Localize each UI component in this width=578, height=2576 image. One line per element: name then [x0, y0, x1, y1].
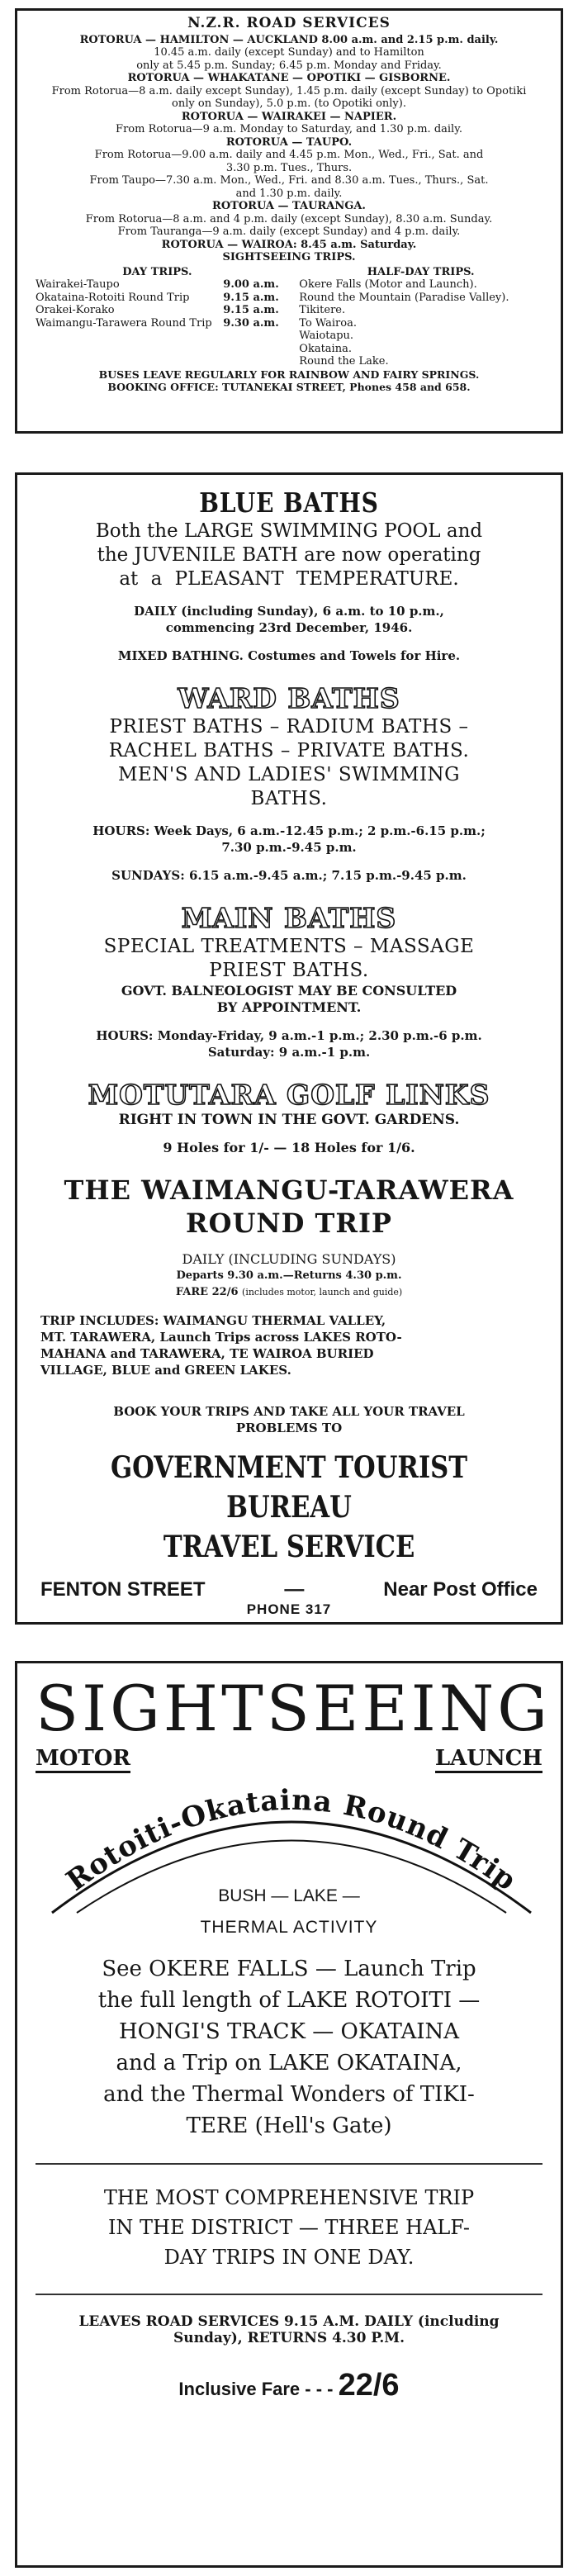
route-line: From Tauranga—9 a.m. daily (except Sunday) and 4 p.m. daily. [117, 225, 461, 238]
blue-baths-line: the JUVENILE BATH are now operating [97, 544, 481, 566]
spacer [40, 811, 538, 823]
waimangu-daily: DAILY (INCLUDING SUNDAYS) [182, 1251, 396, 1267]
route-line: only on Sunday), 5.0 p.m. (to Opotiki only). [172, 97, 406, 110]
list-item: To Wairoa. [299, 316, 357, 330]
comprehensive-line: THE MOST COMPREHENSIVE TRIP [103, 2186, 475, 2209]
trip-name: Wairakei-Taupo [36, 278, 120, 291]
route-line: 10.45 a.m. daily (except Sunday) and to Hamilton [154, 46, 424, 59]
divider [36, 2163, 542, 2165]
main-baths-line: GOVT. BALNEOLOGIST MAY BE CONSULTED [121, 983, 457, 999]
route-line: From Taupo—7.30 a.m. Mon., Wed., Fri. and 8.30 a.m. Tues., Thurs., Sat. [89, 174, 489, 187]
route-line: and 1.30 p.m. daily. [235, 187, 343, 200]
spacer [40, 1016, 538, 1027]
spacer [40, 591, 538, 603]
tagline: THERMAL ACTIVITY [200, 1918, 378, 1937]
ward-baths-title: WARD BATHS [178, 682, 400, 714]
tagline: BUSH — LAKE — [218, 1886, 360, 1905]
route-line: From Rotorua—9 a.m. Monday to Saturday, and 1.30 p.m. daily. [116, 123, 462, 135]
waimangu-fare-label: FARE 22/6 [175, 1286, 239, 1298]
leaves-line: Sunday), RETURNS 4.30 P.M. [173, 2330, 405, 2346]
spacer [40, 1128, 538, 1140]
waimangu-title: ROUND TRIP [186, 1207, 392, 1239]
golf-prices: 9 Holes for 1/- — 18 Holes for 1/6. [163, 1140, 415, 1155]
street-name: FENTON STREET [40, 1578, 206, 1601]
waimangu-trip-includes [40, 1312, 538, 1378]
bureau-name [40, 1448, 538, 1527]
main-baths-hours: HOURS: Monday-Friday, 9 a.m.-1 p.m.; 2.30 p.m.-6 p.m. [96, 1028, 482, 1043]
trip-time: 9.15 a.m. [223, 291, 279, 304]
nzr-road-services-ad [15, 8, 563, 434]
near-post-office: Near Post Office [383, 1578, 538, 1601]
spacer [40, 664, 538, 682]
route-line: ROTORUA — TAURANGA. [212, 200, 366, 212]
comprehensive-line: DAY TRIPS IN ONE DAY. [163, 2246, 415, 2269]
list-item [36, 292, 279, 305]
spacer [40, 1155, 538, 1174]
body-line: HONGI'S TRACK — OKATAINA [118, 2019, 460, 2044]
route-line: ROTORUA — WAIROA: 8.45 a.m. Saturday. [161, 238, 417, 251]
blue-baths-hours: commencing 23rd December, 1946. [165, 620, 413, 635]
main-baths-hours: Saturday: 9 a.m.-1 p.m. [207, 1045, 371, 1060]
phone-number: PHONE 317 [246, 1601, 332, 1617]
trip-time: 9.30 a.m. [223, 316, 279, 330]
fare-value: 22/6 [338, 2368, 400, 2403]
ward-baths-hours: HOURS: Week Days, 6 a.m.-12.45 p.m.; 2 p.m.-6.15 p.m.; [92, 823, 486, 838]
half-day-trips-column [299, 266, 542, 368]
trip-line: VILLAGE, BLUE and GREEN LAKES. [40, 1363, 291, 1378]
main-baths-line: BY APPOINTMENT. [216, 999, 362, 1015]
route-line: ROTORUA — WAIRAKEI — NAPIER. [181, 110, 397, 123]
travel-service [40, 1527, 538, 1567]
blue-baths-hours: DAILY (including Sunday), 6 a.m. to 10 p.m., [134, 604, 444, 619]
travel-service-text: TRAVEL SERVICE [163, 1530, 415, 1564]
spacer [40, 1436, 538, 1448]
trip-name: Orakei-Korako [36, 304, 115, 316]
route-line: ROTORUA — WHAKATANE — OPOTIKI — GISBORNE. [127, 72, 451, 84]
route-opotiki-napier [36, 72, 542, 136]
ward-baths-line: RACHEL BATHS – PRIVATE BATHS. [108, 740, 470, 761]
waimangu-fare [40, 1284, 538, 1301]
route-line: From Rotorua—9.00 a.m. daily and 4.45 p.m. Mon., Wed., Fri., Sat. and [94, 149, 484, 161]
sightseeing-heading: SIGHTSEEING TRIPS. [222, 251, 356, 263]
route-taupo [36, 136, 542, 201]
trip-line: TRIP INCLUDES: WAIMANGU THERMAL VALLEY, [40, 1313, 386, 1328]
book-line: BOOK YOUR TRIPS AND TAKE ALL YOUR TRAVEL [113, 1404, 465, 1419]
main-baths-line: SPECIAL TREATMENTS – MASSAGE [103, 936, 475, 957]
tourist-bureau-ad [15, 472, 563, 1625]
trip-name: Okataina-Rotoiti Round Trip [36, 291, 190, 304]
booking-office: BOOKING OFFICE: TUTANEKAI STREET, Phones 458 and 658. [107, 381, 471, 393]
list-item [36, 317, 279, 330]
spacer [40, 1060, 538, 1079]
trip-line: MAHANA and TARAWERA, TE WAIROA BURIED [40, 1346, 374, 1361]
trip-columns [36, 266, 542, 368]
list-item: Tikitere. [299, 304, 346, 316]
body-line: and the Thermal Wonders of TIKI- [103, 2082, 475, 2107]
spacer [40, 636, 538, 648]
blue-baths-line: Both the LARGE SWIMMING POOL and [95, 520, 483, 542]
trip-time: 9.15 a.m. [223, 304, 279, 316]
ward-baths-line: BATHS. [250, 788, 328, 809]
sightseeing-heading: SIGHTSEEING [36, 1672, 552, 1745]
list-item: Round the Lake. [299, 355, 389, 368]
spacer [40, 1301, 538, 1312]
spacer [40, 1240, 538, 1251]
arc-title-text: Rotoiti-Okataina Round Trip [60, 1783, 523, 1898]
route-line: ROTORUA — TAUPO. [225, 135, 353, 149]
spacer [36, 2346, 542, 2368]
buses-note: BUSES LEAVE REGULARLY FOR RAINBOW AND FAIRY SPRINGS. [98, 368, 480, 381]
list-item: Waiotapu. [299, 330, 354, 342]
trip-time: 9.00 a.m. [223, 278, 279, 291]
golf-links-title: MOTUTARA GOLF LINKS [88, 1079, 490, 1111]
golf-line: RIGHT IN TOWN IN THE GOVT. GARDENS. [118, 1112, 460, 1128]
route-line: ROTORUA — HAMILTON — AUCKLAND 8.00 a.m. and 2.15 p.m. daily. [79, 33, 499, 46]
list-item [36, 304, 279, 317]
leaves-line: LEAVES ROAD SERVICES 9.15 A.M. DAILY (including [78, 2313, 500, 2330]
divider [36, 2294, 542, 2295]
body-line: See OKERE FALLS — Launch Trip [102, 1957, 476, 1981]
waimangu-departs: Departs 9.30 a.m.—Returns 4.30 p.m. [176, 1269, 402, 1282]
day-trips-heading: DAY TRIPS. [122, 265, 192, 278]
book-line: PROBLEMS TO [235, 1421, 343, 1435]
day-trips-column [36, 266, 279, 368]
spacer [36, 1943, 542, 1953]
trip-line: MT. TARAWERA, Launch Trips across LAKES ROTO- [40, 1330, 402, 1345]
half-day-trips-heading: HALF-DAY TRIPS. [367, 265, 475, 278]
body-line: and a Trip on LAKE OKATAINA, [116, 2051, 462, 2076]
body-line: TERE (Hell's Gate) [186, 2113, 392, 2138]
list-item: Okere Falls (Motor and Launch). [299, 278, 477, 291]
road-services-title: N.Z.R. ROAD SERVICES [187, 15, 391, 31]
fare-label: Inclusive Fare - - - [178, 2379, 334, 2399]
launch-label: LAUNCH [435, 1746, 542, 1773]
route-hamilton-auckland [36, 34, 542, 73]
waimangu-fare-note: (includes motor, launch and guide) [242, 1287, 403, 1297]
waimangu-title: THE WAIMANGU-TARAWERA [64, 1174, 514, 1206]
blue-baths-note: MIXED BATHING. Costumes and Towels for Hire. [117, 648, 461, 663]
main-baths-title: MAIN BATHS [181, 902, 397, 934]
sightseeing-launch-ad [15, 1661, 563, 2568]
list-item: Okataina. [299, 342, 352, 355]
ward-baths-line: MEN'S AND LADIES' SWIMMING [117, 764, 461, 785]
route-tauranga [36, 200, 542, 251]
spacer [40, 1378, 538, 1403]
blue-baths-title-text: BLUE BATHS [199, 486, 379, 519]
address-dash: — [284, 1578, 305, 1601]
ward-baths-sundays: SUNDAYS: 6.15 a.m.-9.45 a.m.; 7.15 p.m.-9.45 p.m. [111, 868, 467, 883]
comprehensive-line: IN THE DISTRICT — THREE HALF- [107, 2216, 471, 2239]
route-line: 3.30 p.m. Tues., Thurs. [225, 161, 353, 174]
route-line: From Rotorua—8 a.m. daily except Sunday), 1.45 p.m. daily (except Sunday) to Opotiki [51, 84, 527, 97]
spacer [40, 884, 538, 902]
blue-baths-line: at a PLEASANT TEMPERATURE. [119, 568, 459, 590]
ward-baths-line: PRIEST BATHS – RADIUM BATHS – [109, 716, 469, 738]
spacer [40, 856, 538, 867]
route-line: From Rotorua—8 a.m. and 4 p.m. daily (except Sunday), 8.30 a.m. Sunday. [85, 212, 493, 225]
blue-baths-title [40, 486, 538, 519]
list-item: Round the Mountain (Paradise Valley). [299, 291, 509, 304]
inclusive-fare [36, 2368, 542, 2403]
trip-name: Waimangu-Tarawera Round Trip [36, 316, 212, 330]
body-line: the full length of LAKE ROTOITI — [97, 1988, 481, 2013]
list-item [36, 278, 279, 292]
motor-label: MOTOR [36, 1746, 130, 1773]
ward-baths-hours: 7.30 p.m.-9.45 p.m. [221, 840, 357, 855]
bureau-name-text: GOVERNMENT TOURIST BUREAU [110, 1450, 468, 1525]
route-line: only at 5.45 p.m. Sunday; 6.45 p.m. Monday and Friday. [136, 59, 442, 72]
main-baths-line: PRIEST BATHS. [209, 960, 369, 981]
motor-launch-row [36, 1746, 542, 1773]
address-row [40, 1578, 538, 1601]
